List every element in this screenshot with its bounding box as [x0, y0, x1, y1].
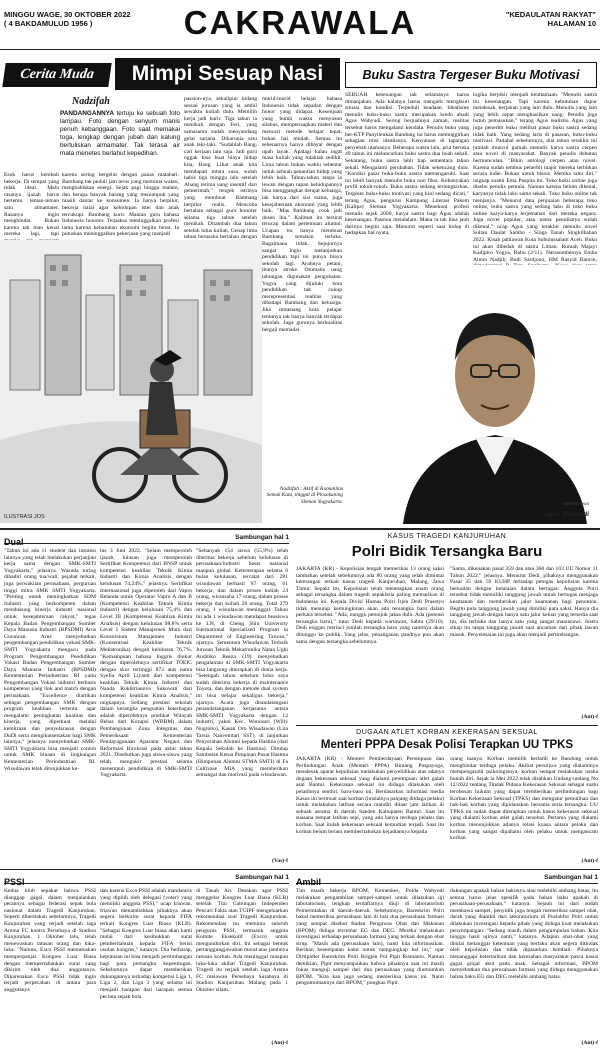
pssi-col-2: dan karena Exco PSSI adalah mandataris yang dipilih oleh delegasi (voter) yang memiliki anggota PSSI," ucap Iriawan. Iriawan menambahkan pihaknya akan segera berkirim surat kepada FIFA terkait Kongres Luar Biasa (KLB). "Sebagai Kongres Luar biasa akan kami mulai dari kesibukkan surat pemberitahuan kepada FIFA berisi usulan kongres," katanya. Dia berharap, keputusan ini bisa menjadi pertimbangan bagi para pemangku kepentingan. Sebelumnya dapat memberikan dukungannya terhadap kompetisi Liga 1, Liga 2, dan Liga 3 yang selama ini menjadi harapan dari harapan semua pecinta sepak bola	[100, 888, 192, 1000]
masthead-hijri: ( 4 BAKDAMULUD 1956 )	[4, 19, 93, 28]
pppa-col-1: JAKARTA (KR) - Menteri Pemberdayaan Perempuan dan Perlindungan Anak (Menteri PPPA) Bintang Puspayoga, mendesak aparat kepolisian melakukan penyelidikan atas adanya dugaan kekerasan seksual yang dialami perempuan atlet galah asal Bantul. Kekerasan seksual ini diduga dilakukan oleh pelatihnya sendiri, baru-baru ini. Berdasarkan informasi media Kasus ini bermual saat korban (inisialnya panjang ditdaga pelaku) untuk melakukan latihan secara mandiri dilaar jam latihan di sebuah asrama di daerah Sanden Kabupaten Bantul. Saat itu suasana tempat latihan sepi, yang ada hanya terduga pelaku dan korban. Saat itulah kekerasan seksual kemudian terjadi. Saat itu korban belum berani memberitahukan kejadiannya kepada	[296, 756, 444, 835]
dual-col-3: "Sebanyak 154 siswa (55,9%) telah diterima bekerja sebelum kelulusan di perusahaan/industri besar nasional maupun global. Keterserapan selama 6 bulan kelulusan, tercatat dari 281 wisudawan berhasil 87 orang, 61 bekerja, dan dalam proses kuliah 24 orang, wirausaha 17 orang, dalam proses bekerja dan kuliah 28 orang. Total 279 orang, 1 wisudawan meninggal. Tahun ini ada 1 wisudawan mendapat beasiswa ke LN, di Cheng Shiu University International Specialized Program in Department of Engineering Taiwan," ujarnya. Sementara Wisudawan Terbaik Jurusan Teknik Mekatronika Natan Ughi Anditiko Reeza (19) menyebutkan pengalaman di SMK-SMTI Yogyakarta bisa langsung diterapkan di dunia kerja. "Setengah tahun sebelum lulus saya sudah diterima bekerja di maintenance Toyota, dan dengan metode dual system ini bisa belajar sekaligus bekerja," ujarnya. Acara juga ditandatangani penandatanganan kerjasama antara SMK-SMTI Yogyakarta dengan 12 industri, yakni Kec. Wonosari (Willy Nugroho), Kasan Oro Wisudawan (Lita Tarsia Nauvemtari SST), di lanjutkan Penyerahan Alumni kepada Hastina (dari Kepala Sekolah ke Hastina). Ditutup Sambutan Ketua Pimpinan Pusat Hastma (Himpunan Alumni STMA SMTI) di Fa Cultivase MIA yang memberikan semangat dan motivasi pada wisudawan.	[196, 548, 288, 779]
ambil-jump-header	[296, 872, 598, 887]
photo-credit: KR-Istimewa	[563, 501, 589, 506]
dual-jump-cont: Sambungan hal 1	[235, 534, 289, 541]
buku-col-2: logika berpikir menjadi keuttamaan. "Menulis sastra itu kesenangan. Tapi karena kebutuhan dapur mendesak, kerjakan yang lain dulu. Menulis yang lain yang lebih cepat menghasilkan uang. Penulis juga butuh pemasukan," terang Agus realistis. Agus yang juga penerbit buku melihat pasar buku sastra sedang tidak baik. Yang sedang laris di pasaran, buku-buku motivasi. Padahal sebelumnya, dua tahun terakhir ini jumlah muncul garnah menulis karya sastra cerpen atau novel di masyarakat. Banyak penulis debutan bermunculan. "Bikin antologi cerpen atau novel. Karena sudah tembus penerbit major mereka terbitkan secara indie. Bukan untuk bisnis. Mereka tahu diri," ungkap suami Ema Puspita itu. Toko buku online juga disebu penulis pemula. Namun karena belum dikenal, karyanya tidak laku sama sekali. Toko buku online tak menjanya. "Menurut data penjualan beberapa toko online, buku sastra yang sedang laku di toko buku online karya-karya terjemahan dari mereka negara. Juga novel populer, atau nama penulisnya sudah dikenal," ucap Agus yang terakhir menulis novel Sultan Daulat Sambo - Singa Tanah Singkilbahan 2022. Kisah pahlawan Kota Subulussalam Aceh. Buku ini akan dibedah di sastra Liman. Rumah Majayi Kadipiro Yogya, Rabu (2/11). Narasumbernya Emha Ainun Nadjib, Budi Sardjono, HM Rasyid Bancin,	[473, 92, 597, 263]
cerita-lead	[60, 110, 180, 158]
pssi-jump-cont: Sambungan hal 1	[235, 874, 289, 881]
cerita-rubric: Cerita Muda	[2, 63, 111, 87]
dual-col-2: lus 3 Juni 2022. "Selain memperoleh ijazah, lulusan juga memperoleh Sertifikat Kompetensi dari BNSP untuk kompetensi keahlian Teknik Kimia Industri dan Kimia Analisis dengan kelulusan 74,24%," jelasnya. Sertifikat Internasional juga diperoleh dari Vapro Belanda untuk Operator Vapro A dan B (Kompetensi Keahlian Teknik Kimia Industri) dengan kelulusan 75,4% dan Level III (Kompetensi Keahlian Kimia Analisis) dengan kelulusan 98,8% serta Level 1 Sistem Manajemen Mutu dari Konsorsium Manajemen Industri (Konsentrasi Keahlian Teknik Mekatronika) dengan kelulusan 76,7%. "Kemampuan bahasa Inggris diukur dengan diperolehnya sertifikat TOEIC dengan skor tertinggi 873 atas nama Syefia April Liyanti dari kompetensi keahlian Teknik Kimia Industri dan Nanda Rokhtrianova Sukowati dari kompetensi keahlian Kimia Analisis," ungkapnya. Sedang prestasi sekolah dalam kerangka penguatan keterbagan adalah diperolehnya predikat Wilayah Bebas dari Korupsi (WBBM) dalam Pembangunan Zona Integritas dan Pemeriksaan Kementerian Pendayagunaan Aparatur Negara dan Reformasi Birokrasi pada akhir tahun 2021. Disebutkan juga siswa-siswa yang telah mengukir prestasi selama menempuh pendidikan di SMK-SMTI Yogyakarta.	[100, 548, 192, 779]
story-illustration	[0, 240, 262, 523]
ambil-jump-cont: Sambungan hal 1	[544, 874, 598, 881]
ambil-signoff: (Ant)-f	[581, 1040, 598, 1046]
section-divider	[0, 528, 600, 530]
pppa-headline: Menteri PPPA Desak Polisi Terapkan UU TPKS	[320, 739, 574, 751]
ambil-jump-word: Ambil	[296, 877, 322, 887]
pppa-col-2: orang tuanya. Korban memilih berlatih ke Bandung untuk menghindar terduga pelaku. Akibat persitiwa yang dialaminya mempengaruhi psikologisnya, korban sempat melakukan usaha bunuh diri. Sejak ia Mei 2022 telah disahkan Undang-undang No 12/2022 tentang Tindak Pidana Kekerasan Seksual sebagai suatu terobosan hukum yang dapat memberikan perlindungan bagi Korban Kekerasan Seksual (TPKS) dan mengatur pemulihan dan hak-hak korban yang dipidanakan bersama serta tersangka. UU TPKS ini sudah dapat diterapkan untuk kasus kekerasan seksual yang dialami korban atlet galah tersebut. Pertama yang dialami korban menunjukkan adanya relasi kuasa antara pelaku dan korban yang sangat dipahami oleh pelaku untuk mengancam korban.	[450, 756, 598, 842]
pssi-col-3: di Tanah Air. Desakan agar PSSI menggelar Kongres Luar Biasa (KLB) setelah Tim Gabungan Independen Pencari Fakta atau TGIPF mengeluarkan rekomendasi soal Tragedi Kanjuruhan. Rekomendasi itu meminta seluruh pengurus PSSI, termasuk anggota Komite Eksekutif (Exco) untuk mengundurkan diri. Ini sebagai bentuk pertanggungjawaban moral atas jatuhnya ratusan korban. Ada meninggal maupun luka-luka akibat Tragedi Kanjuruhan. Tragedi itu terjadi setelah laga Arema FC melawan Persebaya Surabaya di Stadion Kanjuruhan Malang pada 1 Oktober silam.	[196, 888, 288, 993]
illustration-graphic	[0, 240, 262, 523]
section-title: CAKRAWALA	[183, 4, 417, 41]
cerita-lead-rest: tertuju ke sebuah foto lampau. Foto dengan senyum manis penuh kebanggaan. Foto saat memakai toga, lengkap dengan jubah dan kalung bertuliskan almamater. Tak terasa air mata menetes berlahut kepedihan.	[60, 110, 180, 157]
ambil-col-2: dukungan apakah bahan bakunya atau melebihi ambang batas, itu semua harus jelas spesifik pada bahan baku apakah di perusahaan-perusahaan," katanya. Sejauh ini dari sudah membawa sampel, penyidik juga tengah memeriksa sampel obat, darah yang diambil dari laboratorium di Puslabfor Polri untuk dilakukan investigasi kepada pihak yang diduga kuat melakukan penyimpangan. "Sedang masih dalam pengumpulan bahan. Kita tunggu hasil ujinya nanti," katanya. Adapun obat-obat yang dinilai melanggar ketentuan yang berlaku akan segera ditindak oleh kepolisian dan tidak dipasarkan kembali. Pihaknya menanggapi ketertarikan dan keresahan masyarakat pasca kasus gagal ginjal akut pada anak. Sebagai informasi, BPOM menyebutkan dua perusahaan farmasi yang diduga menggunakan bahan baku EG dan DEG melebihi ambang batas.	[450, 888, 598, 980]
polri-divider	[296, 725, 598, 726]
masthead	[0, 0, 600, 50]
pppa-signoff: (Ant)-f	[581, 858, 598, 864]
masthead-date: MINGGU WAGE, 30 OKTOBER 2022	[4, 10, 131, 19]
dual-jump-word: Dual	[4, 537, 24, 547]
pssi-signoff: (Ant)-f	[271, 1040, 288, 1046]
dual-jump-header	[4, 532, 289, 547]
polri-signoff: (Ant)-f	[581, 714, 598, 720]
bottom-divider	[0, 869, 600, 870]
dual-signoff: (Vas)-f	[272, 858, 288, 864]
cerita-lead-strong: PANDANGANNYA	[60, 110, 114, 117]
photo-caption: Agus Wahyudi	[543, 511, 589, 518]
cerita-col-3: passion-nya, sekalipun bidang sesuai jurusan yang ia ambil sewaktu kuliah dulu. Memilih kerja jadi kurir. Tiga tahun ia menikah dengan Feri, yang samasama sudah menyandang gelar sarjana. Dikarunia satu anak laki-laki. "Sudahlah Bang, cari kerjaan lain saja. Jadi guru nggak bisa buat biaya hidup kita, Bang. Lihat anak kita mendapati minta susu, sudah habis tiga minggu lalu setelah Abang terima uang insentif dari pemerintah," rengek istrinya yang membuat Bambang berpikir realis. Mencoba bertahan sebagai guru honorer selama tiga tahun setelah menikah. Ditambah dua tahun setelah lulus kuliah. Genap lima tahun berusaha bertahan dengan	[184, 96, 257, 241]
pssi-col-1: Kedua klub sepakat bahwa PSSI dianggap gagal dalam menjalankan perannya sebagai federasi sepak bola nasional dalam Tragedi Kanjuruhan. Seperti diberitakan sebelumnya, Tragedi Kanjuruhan yang terjadi setelah laga Arema FC kontra Persebaya di Stadion Kanjuruhan, 1 Oktober lalu, telah menewaskan ratusan orang dan luka-luka. "Namun, Exco PSSI memutuskan memperpanjat Kongres Luar Biasa dengan mempertahankan surat yang dikirim oleh dua anggotanya. Dikarenakan Exco PSSI tidak ingin terjadi perpecahan di antara para anggotanya	[4, 888, 96, 993]
portrait-graphic	[393, 265, 597, 524]
pssi-jump-header	[4, 872, 289, 887]
cerita-col-2: karena sering bergelut dengan panas matahari. Bambang tak peduli jam terus yang meminta waktu, menghabiskan energi. Sejak pagi hingga malam, dan berapa banyak barang yang menumpuk yang masih dantar ke konsumen. Ia hanya berpikir, bekerja halal agar kehidupan istei dan anak tercukupi. Bambang kurir. Mantan guru bahasa Indonesia honorer. Terpaksa meninggalkan profesi lama karena kebutuhan ekonomi begitu berat. Ia putuskan meninggalkan pekerjaan yang menjadi	[62, 172, 179, 238]
polri-col-2: "Sama, dikenakan pasal 359 dan atau 360 dan 103 UU Nomor 11 Tahun 2022," jelasnya. Menurut Dedi, pihaknya menggunakan Pasal 35 dan 59 KUHP terhadap petugas kepolisian karena berkaitan dengan kelalaian dalam bertugas. Anggota Polri tersebut tidak memiliki tanggung jawab untuk bertugas menjaga keamanan dan memberikan jalur keamanan bagi penonton. Begitu pula tanggung jawab yang dimiliki para saksi. Hanya dia tanggung jawab dengan hanya satu jalur keluar yang tersedia saat itu, dia terbuka dan hanya satu yang sangat manusiawi. Justru sikap itu tanpa tanggung jawab saat ancaman dari pihak lawan masuk. Penyelesaian ini juga akan menjadi pertimbangan.	[450, 566, 598, 638]
pppa-kicker: DUGAAN ATLET KORBAN KEKERASAN SEKSUAL	[356, 729, 538, 736]
masthead-right	[506, 10, 596, 28]
page-number: HALAMAN 10	[547, 19, 596, 28]
dual-col-1: "Tahun ini ada 11 student dan instansi lainnya yang telah melakukan perjanjian kerja sama dengan SMK-SMTI Yogyakarta," jelasnya. Wasuda turing dihadiri orang tua/wali, pejabat terkait, juga perwakilan perusahaan, perguruan tinggi mitra SMK SMTI Yogyakarta. "Penting untuk meningkatkan SDM Industri yang berkompeten dalam mendukung kinerja industri nasional untuk kesejahteraan rakyat," tegas Kepala Badan Pengembangan Sumber Daya Manusia Industri (BPSDMI) Arus Gunawan. Arus menyebutkan pengembangan pendidikan vokasi SMK-SMTI Yogyakarta mengacu pada Program Pengembangan Pendidikan Vokasi Badan Pengembangan Sumber Daya Manusia Industri (BPSDMI) Kementerian Perindustrian RI yaitu Pengembangan Vokasi industri berbasis kompetensi yang link and match dengan perusahaan. "Excellence diartikan sebagai pengembangan SMK dengan program keahlian tertentu agar mengalami peningkatan kualitas dan kinerja, yang diperkuat melalui kemitraan dan penyelarasan dengan DuDi serta mengikutsertakan bagi SMK lainnya," jelasnya menyebutkan SMK-SMTI Yogyakarta bisa menjadi contoh untuk SMK binaan di lingkungan Kementerian Perindustrian RI. Wisudawan telah ditunjukkan ke-	[4, 548, 96, 772]
cerita-author: Nadzifah	[72, 96, 110, 107]
polri-headline: Polri Bidik Tersangka Baru	[351, 543, 543, 560]
cerita-author-note: Nadzifah : Aktif di Komunitas Semak Kata, tinggal di Plosokuning Sleman Yogyakarta.	[266, 486, 343, 505]
ambil-col-1: Tim masih bekerja BPOM, Kemenkes, Polda Wahyudi melakukan pengambilan sampel-sampel untuk dilakukan uji laboratorium, lengkap terdaftarnya diuji di laboratorium Pemerintahan di daerah-daerah. Sebelumnya, Bareskrim Polri bakal memeriksa perusahaan lain di luar dua perusahaan farmasi yang sempat disebut Badan Pengawas Obat dan Makanan (BPOM) diduga tercemar EG dan DEG. Mereka melakukan investigasi terhadap perusahaan farmasi yang terkait dengan obat sirup. "Masih ada (perusahaan lain), nanti kita informasikan. Berikan kesempatan kami untuk mengungkap hal ini," ujar Dirtipidter Bareskrim Polri Brigjen Pol Pipit Rismanto. Namun demikian, Pipit menyampaikan bahwa pihaknya saat ini masih fokus menguji sampel dari dua perusahaan yang diumumkan BPOM. "Kita kan juga sedang memeriksa kasus ini. Nanti pengumumannya dari BPOM," pungkas Pipit.	[296, 888, 444, 987]
illustration-credit: ILUSTRASI JOS	[4, 514, 45, 520]
polri-kicker: KASUS TRAGEDI KANJURUHAN	[387, 533, 507, 540]
author-photo	[393, 265, 597, 524]
buku-headline: Buku Sastra Tergeser Buku Motivasi	[345, 62, 597, 88]
cerita-col-1: Esok harus kembali bekerja. Di tempat yang tidak ideal. Malu rasanya ijazah harus bertemu teman-teman satu almamater. Rasanya ingin menghindar. Bukan karena tak mau kenal mereka lagi, tapi	[4, 172, 59, 238]
buku-col-1: SEBUAH kesenangan tak selamanya harus dimanjakan. Ada kalanya harus mengalir mengikuti situasi dan kondisi. Terpeduli keadaan. Idealisme menulis buku-buku sastra merupakan kredo abadi Agus Wahyudi. Sering berjuahnya zaman, realitas tersebut harus mengalami kendala. Penulis buku yang ber-KTP Panyileukan Bandung ini harus memnggirkan sebagian misi idealisnya. Kenyataan di lapangan penyebab utamanya. Beberapa waktu lalu, pria berusia 49 tahun ini meluncurkan buku sastra dua buah sekali. Sekarang, buku sastra lahir tiap sementara tahun sekali. Mengalami perubahan. Tidak sekencang dulu. "Kondisi pasar buku-buku sastra memengaruhi. Saat ini lebih banyak menulis buku non fiksi. Kebanyakan profil tokoh-tokoh. Buku sastra sedang terinngkirkan. Tergeser buku-buku motivasi yang kini sedang dicari," terang Agus, pengurus Kampung Literasi Pakem (Kalipa) Sleman Yogyakarta. Menekuni profesi menulis sejak 2000, karya sastra bagi Agus adalah kesenangan. Passion mendalam. Maka ia tak bisa jauh darinya begitu saja. Menurut seperti saat hidup di hadapkan hal nyata,	[345, 92, 469, 237]
cerita-col-4: murid-murid belajar bahasa Indonesia tidak sepadan dengan honor yang didapat. Kesenjuan yang butuh waktu menyusun silabus, memperisapkan materi dan mencari metode belajar tepat, bukan hal mudah. Semua itu sebenarnya hanya dibayar dengan upah layak. Apalagi kalau ingat masa kuliah yang tidaklah sedikit. Lima tahun bukan waktu sebentar untuk sebuah penantian hidup yang lebih baik. Tahun-tahun tanpa ia lewati dengan rapan kehidupannya bisa menggangkat derajat keluarga, tak hanya dari sisi status, juga kesejahteraan ekonomi yang lebih baik. "Mas Bambang cook jadi dosen ibu." Kalimat itu tersirat terucap dalam pertemuan alumni. Ucapan itu hanya membuat Bambang semakin terluka. Bagaimana tidak. Sejujurnya sangat ingin melanjutkan pendidikan tapi ini punya biaya sekolah lagi. Ayahnya petani, ibunya stroke. Otomatis uang tabungan digunakan pengobatan. Yogya yang dijuluki kota pendidikan tak cukup merepresentasi realitas yang dihadapi Bambang dan keluarga. Jika mmenang kota pelajar tentunya tak hanya banyak terdapat sekolah. Juga gurunya berkualitas bergaji memadai.	[262, 96, 342, 333]
cerita-headline: Mimpi Sesuap Nasi	[115, 58, 340, 90]
polri-col-1: JAKARTA (KR) - Kepolisian tengah memerikas 13 orang saksi tambahan setelah sebelumnya ada 80 orang yang telah dimintai keterangan terkait kasus tragedi Kanjuruhan, Malang, Jawa Timur. Sepakt itu, Kepolisian telah menetapkan enam orang sebagai tersangka dalam tragedi sepakbola paling mematikan di Indonesia ini. Kepala Divisi Humas Polri Irjen Dedi Prasetyo tidak menutup kemungkinan akan ada tersangka baru dalam perkara tersebut. "Ada, nunggu petunjuk jaksa dulu. Ada (potensi tersangka baru)," tutur Dedi kepada wartawan, Sabtu (29/10). Dedi enggan merinci jumlah tersangka baru yang nantinya akan ditunggu ke publik. Yang jelas, penanganan pandnya pun akan sama dengan tersangka sebelumnya.	[296, 566, 444, 645]
masthead-motto: "KEDAULATAN RAKYAT"	[505, 10, 596, 19]
pssi-jump-word: PSSI	[4, 877, 25, 887]
